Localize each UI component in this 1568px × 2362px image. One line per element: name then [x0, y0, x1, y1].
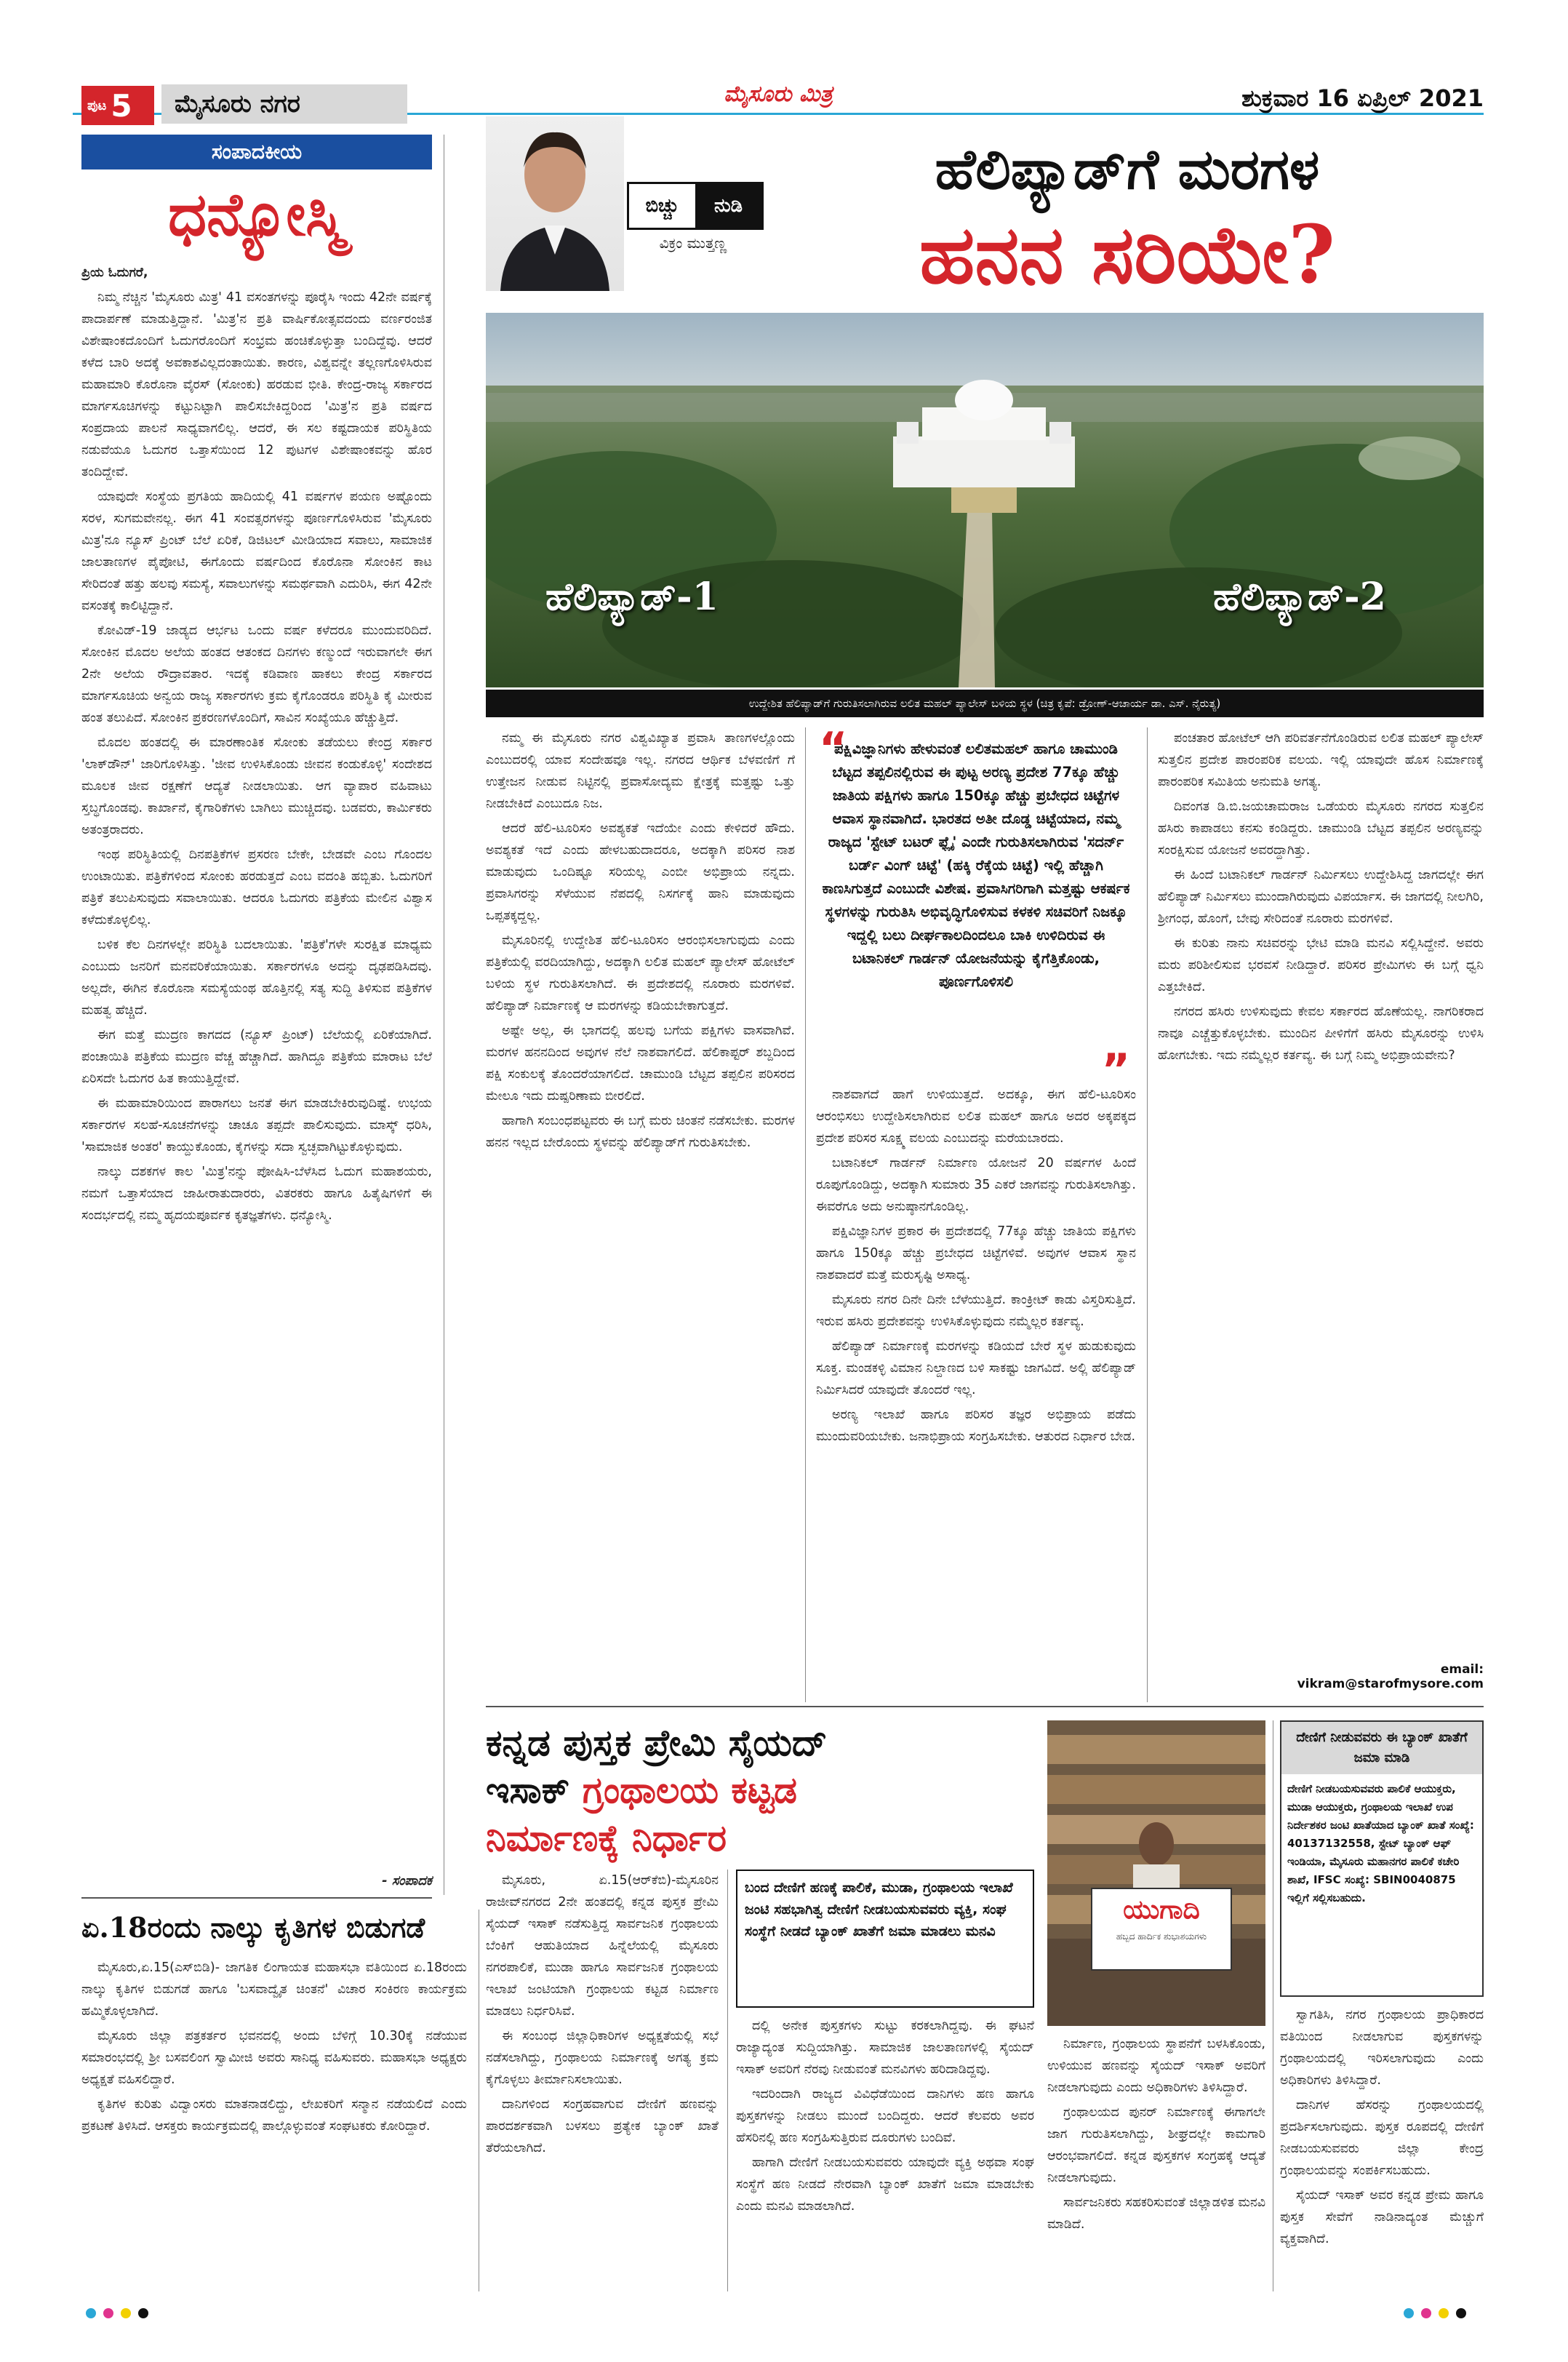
feature-paragraph: ಬಟಾನಿಕಲ್ ಗಾರ್ಡನ್ ನಿರ್ಮಾಣ ಯೋಜನೆ 20 ವರ್ಷಗಳ ಹಿಂದೆ ರೂಪುಗೊಂಡಿದ್ದು, ಅದಕ್ಕಾಗಿ ಸುಮಾರು 35 ಎಕರೆ ಜಾಗವನ್ನು ಗುರುತಿಸಲಾಗಿತ್ತು. ಈವರೆಗೂ ಅದು ಅನುಷ್ಠಾನಗೊಂಡಿಲ್ಲ. [816, 1156, 1136, 1214]
email-label: email: [1440, 1662, 1484, 1677]
yellow-dot [1439, 2308, 1449, 2318]
feature-paragraph: ಈ ಹಿಂದೆ ಬಟಾನಿಕಲ್ ಗಾರ್ಡನ್ ನಿರ್ಮಿಸಲು ಉದ್ದೇಶಿಸಿದ್ದ ಜಾಗದಲ್ಲೇ ಈಗ ಹೆಲಿಪ್ಯಾಡ್ ನಿರ್ಮಿಸಲು ಮುಂದಾಗಿರುವುದು ವಿಪರ್ಯಾಸ. ಈ ಜಾಗದಲ್ಲಿ ನೀಲಗಿರಿ, ಶ್ರೀಗಂಧ, ಹೊಂಗೆ, ಬೇವು ಸೇರಿದಂತೆ ನೂರಾರು ಮರಗಳಿವೆ. [1158, 868, 1484, 926]
library-subhead: ಬಂದ ದೇಣಿಗೆ ಹಣಕ್ಕೆ ಪಾಲಿಕೆ, ಮುಡಾ, ಗ್ರಂಥಾಲಯ ಇಲಾಖೆ ಜಂಟಿ ಸಹಭಾಗಿತ್ವ ದೇಣಿಗೆ ನೀಡಬಯಸುವವರು ವ್ಯಕ್ತಿ, ಸಂಘ ಸಂಸ್ಥೆಗೆ ನೀಡದೆ ಬ್ಯಾಂಕ್ ಖಾತೆಗೆ ಜಮಾ ಮಾಡಲು ಮನವಿ [745, 1880, 1013, 1939]
section-label: ಮೈಸೂರು ನಗರ [175, 89, 300, 119]
feature-paragraph: ಹಾಗಾಗಿ ಸಂಬಂಧಪಟ್ಟವರು ಈ ಬಗ್ಗೆ ಮರು ಚಿಂತನೆ ನಡೆಸಬೇಕು. ಮರಗಳ ಹನನ ಇಲ್ಲದ ಬೇರೊಂದು ಸ್ಥಳವನ್ನು ಹೆಲಿಪ್ಯಾಡ್‌ಗೆ ಗುರುತಿಸಬೇಕು. [486, 1114, 795, 1150]
yellow-dot [121, 2308, 131, 2318]
editorial-body [81, 262, 432, 1870]
yugadi-sign-title: ಯುಗಾದಿ [1123, 1895, 1200, 1925]
section-name [161, 84, 407, 124]
masthead-logo [698, 81, 858, 118]
magenta-dot [103, 2308, 113, 2318]
column-divider [727, 1870, 728, 2291]
editorial-label-bar [81, 135, 432, 169]
library-column-2 [736, 2015, 1034, 2291]
feature-paragraph: ನಮ್ಮ ಈ ಮೈಸೂರು ನಗರ ವಿಶ್ವವಿಖ್ಯಾತ ಪ್ರವಾಸಿ ತಾಣಗಳಲ್ಲೊಂದು ಎಂಬುದರಲ್ಲಿ ಯಾವ ಸಂದೇಹವೂ ಇಲ್ಲ. ನಗರದ ಆರ್ಥಿಕ ಬೆಳವಣಿಗೆ ಗೆ ಉತ್ತೇಜನ ನೀಡುವ ನಿಟ್ಟಿನಲ್ಲಿ ಪ್ರವಾಸೋದ್ಯಮ ಕ್ಷೇತ್ರಕ್ಕೆ ಮತ್ತಷ್ಟು ಒತ್ತು ನೀಡಬೇಕಿದೆ ಎಂಬುದೂ ನಿಜ. [486, 731, 795, 811]
library-paragraph: ಸಾರ್ವಜನಿಕರು ಸಹಕರಿಸುವಂತೆ ಜಿಲ್ಲಾಡಳಿತ ಮನವಿ ಮಾಡಿದೆ. [1047, 2195, 1265, 2232]
yugadi-sign-subtitle: ಹಬ್ಬದ ಹಾರ್ದಿಕ ಶುಭಾಶಯಗಳು [1116, 1931, 1207, 1942]
feature-paragraph: ದಿವಂಗತ ಡಿ.ಬಿ.ಜಯಚಾಮರಾಜ ಒಡೆಯರು ಮೈಸೂರು ನಗರದ ಸುತ್ತಲಿನ ಹಸಿರು ಕಾಪಾಡಲು ಕನಸು ಕಂಡಿದ್ದರು. ಚಾಮುಂಡಿ ಬೆಟ್ಟದ ತಪ್ಪಲಿನ ಅರಣ್ಯವನ್ನು ಸಂರಕ್ಷಿಸುವ ಯೋಜನೆ ಅವರದ್ದಾಗಿತ್ತು. [1158, 799, 1484, 858]
editorial-paragraph: ಯಾವುದೇ ಸಂಸ್ಥೆಯ ಪ್ರಗತಿಯ ಹಾದಿಯಲ್ಲಿ 41 ವರ್ಷಗಳ ಪಯಣ ಅಷ್ಟೊಂದು ಸರಳ, ಸುಗಮವೇನಲ್ಲ. ಈಗ 41 ಸಂವತ್ಸರಗಳನ್ನು ಪೂರ್ಣಗೊಳಿಸಿರುವ 'ಮೈಸೂರು ಮಿತ್ರ'ನೂ ನ್ಯೂಸ್ ಪ್ರಿಂಟ್ ಬೆಲೆ ಏರಿಕೆ, ಡಿಜಿಟಲ್ ಮೀಡಿಯಾದ ಸವಾಲು, ಸಾಮಾಜಿಕ ಜಾಲತಾಣಗಳ ಪೈಪೋಟಿ, ಈಗೊಂದು ವರ್ಷದಿಂದ ಕೊರೊನಾ ಸೋಂಕಿನ ಕಾಟ ಸೇರಿದಂತೆ ಹತ್ತು ಹಲವು ಸಮಸ್ಯೆ, ಸವಾಲುಗಳನ್ನು ಸಮರ್ಥವಾಗಿ ಎದುರಿಸಿ, ಈಗ 42ನೇ ವಸಂತಕ್ಕೆ ಕಾಲಿಟ್ಟಿದ್ದಾನೆ. [81, 490, 432, 613]
feature-paragraph: ಆದರೆ ಹೆಲಿ-ಟೂರಿಸಂ ಅವಶ್ಯಕತೆ ಇದೆಯೇ ಎಂದು ಕೇಳಿದರೆ ಹೌದು. ಅವಶ್ಯಕತೆ ಇದೆ ಎಂದು ಹೇಳಬಹುದಾದರೂ, ಅದಕ್ಕಾಗಿ ಪರಿಸರ ನಾಶ ಮಾಡುವುದು ಒಂದಿಷ್ಟೂ ಸರಿಯಲ್ಲ ಎಂಬೀ ಅಭಿಪ್ರಾಯ ನನ್ನದು. ಪ್ರವಾಸಿಗರನ್ನು ಸೆಳೆಯುವ ನೆಪದಲ್ಲಿ ನಿಸರ್ಗಕ್ಕೆ ಹಾನಿ ಮಾಡುವುದು ಒಪ್ಪತಕ್ಕದ್ದಲ್ಲ. [486, 821, 795, 923]
pullquote-open-mark: “ [819, 723, 848, 774]
library-paragraph: ನಿರ್ಮಾಣ, ಗ್ರಂಥಾಲಯ ಸ್ಥಾಪನೆಗೆ ಬಳಸಿಕೊಂಡು, ಉಳಿಯುವ ಹಣವನ್ನು ಸೈಯದ್ ಇಸಾಕ್ ಅವರಿಗೆ ನೀಡಲಾಗುವುದು ಎಂದು ಅಧಿಕಾರಿಗಳು ತಿಳಿಸಿದ್ದಾರೆ. [1047, 2037, 1265, 2095]
feature-paragraph: ಪಂಚತಾರ ಹೋಟೆಲ್ ಆಗಿ ಪರಿವರ್ತನೆಗೊಂಡಿರುವ ಲಲಿತ ಮಹಲ್ ಪ್ಯಾಲೇಸ್ ಸುತ್ತಲಿನ ಪ್ರದೇಶ ಪಾರಂಪರಿಕ ವಲಯ. ಇಲ್ಲಿ ಯಾವುದೇ ಹೊಸ ನಿರ್ಮಾಣಕ್ಕೆ ಪಾರಂಪರಿಕ ಸಮಿತಿಯ ಅನುಮತಿ ಅಗತ್ಯ. [1158, 731, 1484, 789]
photo-label-left: ಹೆಲಿಪ್ಯಾಡ್-1 [545, 575, 719, 619]
feature-paragraph: ಅಷ್ಟೇ ಅಲ್ಲ, ಈ ಭಾಗದಲ್ಲಿ ಹಲವು ಬಗೆಯ ಪಕ್ಷಿಗಳು ವಾಸವಾಗಿವೆ. ಮರಗಳ ಹನನದಿಂದ ಅವುಗಳ ನೆಲೆ ನಾಶವಾಗಲಿದೆ. ಹೆಲಿಕಾಪ್ಟರ್ ಶಬ್ದದಿಂದ ಪಕ್ಷಿ ಸಂಕುಲಕ್ಕೆ ತೊಂದರೆಯಾಗಲಿದೆ. ಚಾಮುಂಡಿ ಬೆಟ್ಟದ ತಪ್ಪಲಿನ ಪರಿಸರದ ಮೇಲೂ ಇದು ದುಷ್ಪರಿಣಾಮ ಬೀರಲಿದೆ. [486, 1024, 795, 1104]
feature-paragraph: ಮೈಸೂರಿನಲ್ಲಿ ಉದ್ದೇಶಿತ ಹೆಲಿ-ಟೂರಿಸಂ ಆರಂಭಿಸಲಾಗುವುದು ಎಂದು ಪತ್ರಿಕೆಯಲ್ಲಿ ವರದಿಯಾಗಿದ್ದು, ಅದಕ್ಕಾಗಿ ಲಲಿತ ಮಹಲ್ ಪ್ಯಾಲೇಸ್ ಹೋಟೆಲ್ ಬಳಿಯ ಸ್ಥಳ ಗುರುತಿಸಲಾಗಿದೆ. ಈ ಪ್ರದೇಶದಲ್ಲಿ ನೂರಾರು ಮರಗಳಿವೆ. ಹೆಲಿಪ್ಯಾಡ್ ನಿರ್ಮಾಣಕ್ಕೆ ಆ ಮರಗಳನ್ನು ಕಡಿಯಬೇಕಾಗುತ್ತದೆ. [486, 933, 795, 1013]
editorial-paragraph: ಬಳಿಕ ಕೆಲ ದಿನಗಳಲ್ಲೇ ಪರಿಸ್ಥಿತಿ ಬದಲಾಯಿತು. 'ಪತ್ರಿಕೆ'ಗಳೇ ಸುರಕ್ಷಿತ ಮಾಧ್ಯಮ ಎಂಬುದು ಜನರಿಗೆ ಮನವರಿಕೆಯಾಯಿತು. ಸರ್ಕಾರಗಳೂ ಅದನ್ನು ದೃಢಪಡಿಸಿದವು. ಅಲ್ಲದೇ, ಈಗಿನ ಕೊರೊನಾ ಸಮಸ್ಯೆಯಂಥ ಹೊತ್ತಿನಲ್ಲಿ ಸತ್ಯ ಸುದ್ದಿ ತಿಳಿಸುವ ಪತ್ರಿಕೆಗಳ ಮಹತ್ವ ಹೆಚ್ಚಿದೆ. [81, 938, 432, 1018]
donation-box [1280, 1720, 1484, 1997]
library-headline-highlight: ಗ್ರಂಥಾಲಯ ಕಟ್ಟಡ [582, 1768, 798, 1811]
library-paragraph: ದಾನಿಗಳಿಂದ ಸಂಗ್ರಹವಾಗುವ ದೇಣಿಗೆ ಹಣವನ್ನು ಪಾರದರ್ಶಕವಾಗಿ ಬಳಸಲು ಪ್ರತ್ಯೇಕ ಬ್ಯಾಂಕ್ ಖಾತೆ ತೆರೆಯಲಾಗಿದೆ. [486, 2097, 719, 2155]
feature-column-1 [486, 727, 795, 1702]
registration-dots-left [86, 2307, 156, 2321]
editorial-paragraph: ನಿಮ್ಮ ನೆಚ್ಚಿನ 'ಮೈಸೂರು ಮಿತ್ರ' 41 ವಸಂತಗಳನ್ನು ಪೂರೈಸಿ ಇಂದು 42ನೇ ವರ್ಷಕ್ಕೆ ಪಾದಾರ್ಪಣೆ ಮಾಡುತ್ತಿದ್ದಾನೆ. 'ಮಿತ್ರ'ನ ಪ್ರತಿ ವಾರ್ಷಿಕೋತ್ಸವದಂದು ವರ್ಣರಂಜಿತ ವಿಶೇಷಾಂಕದೊಂದಿಗೆ ಓದುಗರೊಂದಿಗೆ ಸಂಭ್ರಮ ಹಂಚಿಕೊಳ್ಳುತ್ತಾ ಬಂದಿದ್ದೆವು. ಆದರೆ ಕಳೆದ ಬಾರಿ ಅದಕ್ಕೆ ಅವಕಾಶವಿಲ್ಲದಂತಾಯಿತು. ಕಾರಣ, ವಿಶ್ವವನ್ನೇ ತಲ್ಲಣಗೊಳಿಸಿರುವ ಮಹಾಮಾರಿ ಕೊರೊನಾ ವೈರಸ್ (ಸೋಂಕು) ಹರಡುವ ಭೀತಿ. ಕೇಂದ್ರ-ರಾಜ್ಯ ಸರ್ಕಾರದ ಮಾರ್ಗಸೂಚಿಗಳನ್ನು ಕಟ್ಟುನಿಟ್ಟಾಗಿ ಪಾಲಿಸಬೇಕಿದ್ದರಿಂದ 'ಮಿತ್ರ'ನ ಪ್ರತಿ ವರ್ಷದ ಸಂಪ್ರದಾಯ ಪಾಲನೆ ಸಾಧ್ಯವಾಗಲಿಲ್ಲ. ಆದರೆ, ಈ ಸಲ ಕಷ್ಟದಾಯಕ ಪರಿಸ್ಥಿತಿಯ ನಡುವೆಯೂ ಓದುಗರ ಒತ್ತಾಸೆಯಿಂದ 12 ಪುಟಗಳ ವಿಶೇಷಾಂಕವನ್ನು ಹೊರ ತಂದಿದ್ದೇವೆ. [81, 290, 432, 479]
feature-column-3 [1158, 727, 1484, 1659]
author-photo [486, 116, 624, 291]
feature-headline-line2: ಹನನ ಸರಿಯೇ? [919, 207, 1335, 301]
column-name-a: ಬಿಚ್ಚು [629, 184, 695, 228]
column-name-box [627, 182, 764, 230]
feature-paragraph: ಹೆಲಿಪ್ಯಾಡ್ ನಿರ್ಮಾಣಕ್ಕೆ ಮರಗಳನ್ನು ಕಡಿಯದೆ ಬೇರೆ ಸ್ಥಳ ಹುಡುಕುವುದು ಸೂಕ್ತ. ಮಂಡಕಳ್ಳಿ ವಿಮಾನ ನಿಲ್ದಾಣದ ಬಳಿ ಸಾಕಷ್ಟು ಜಾಗವಿದೆ. ಅಲ್ಲಿ ಹೆಲಿಪ್ಯಾಡ್ ನಿರ್ಮಿಸಿದರೆ ಯಾವುದೇ ತೊಂದರೆ ಇಲ್ಲ. [816, 1339, 1136, 1397]
books-release-headline: ಏ.18ರಂದು ನಾಲ್ಕು ಕೃತಿಗಳ ಬಿಡುಗಡೆ [81, 1911, 425, 1944]
author-email-block [1158, 1662, 1484, 1691]
library-headline-line1: ಕನ್ನಡ ಪುಸ್ತಕ ಪ್ರೇಮಿ ಸೈಯದ್ [486, 1721, 828, 1764]
photo-label-right: ಹೆಲಿಪ್ಯಾಡ್-2 [1213, 575, 1386, 619]
library-paragraph: ಹಾಗಾಗಿ ದೇಣಿಗೆ ನೀಡಬಯಸುವವರು ಯಾವುದೇ ವ್ಯಕ್ತಿ ಅಥವಾ ಸಂಘ ಸಂಸ್ಥೆಗೆ ಹಣ ನೀಡದೆ ನೇರವಾಗಿ ಬ್ಯಾಂಕ್ ಖಾತೆಗೆ ಜಮಾ ಮಾಡಬೇಕು ಎಂದು ಮನವಿ ಮಾಡಲಾಗಿದೆ. [736, 2155, 1034, 2214]
library-headline-name: ಇಸಾಕ್ [486, 1768, 583, 1811]
pullquote-text: ಪಕ್ಷಿವಿಜ್ಞಾನಿಗಳು ಹೇಳುವಂತೆ ಲಲಿತಮಹಲ್ ಹಾಗೂ ಚಾಮುಂಡಿ ಬೆಟ್ಟದ ತಪ್ಪಲಿನಲ್ಲಿರುವ ಈ ಪುಟ್ಟ ಅರಣ್ಯ ಪ್ರದೇಶ 77ಕ್ಕೂ ಹೆಚ್ಚು ಜಾತಿಯ ಪಕ್ಷಿಗಳು ಹಾಗೂ 150ಕ್ಕೂ ಹೆಚ್ಚು ಪ್ರಬೇಧದ ಚಿಟ್ಟೆಗಳ ಆವಾಸ ಸ್ಥಾನವಾಗಿದೆ. ಭಾರತದ ಅತೀ ದೊಡ್ಡ ಚಿಟ್ಟೆಯಾದ, ನಮ್ಮ ರಾಜ್ಯದ 'ಸ್ಟೇಟ್ ಬಟರ್ ಫ್ಲೈ' ಎಂದೇ ಗುರುತಿಸಲಾಗಿರುವ 'ಸದರ್ನ್ ಬರ್ಡ್ ವಿಂಗ್ ಚಿಟ್ಟೆ' (ಹಕ್ಕಿ ರೆಕ್ಕೆಯ ಚಿಟ್ಟೆ) ಇಲ್ಲಿ ಹೆಚ್ಚಾಗಿ ಕಾಣಸಿಗುತ್ತದೆ ಎಂಬುದೇ ವಿಶೇಷ. ಪ್ರವಾಸಿಗರಿಗಾಗಿ ಮತ್ತಷ್ಟು ಆಕರ್ಷಕ ಸ್ಥಳಗಳನ್ನು ಗುರುತಿಸಿ ಅಭಿವೃದ್ಧಿಗೊಳಿಸುವ ಕಳಕಳಿ ಸಚಿವರಿಗೆ ನಿಜಕ್ಕೂ ಇದ್ದಲ್ಲಿ ಬಲು ದೀರ್ಘಕಾಲದಿಂದಲೂ ಬಾಕಿ ಉಳಿದಿರುವ ಈ ಬಟಾನಿಕಲ್ ಗಾರ್ಡನ್ ಯೋಜನೆಯನ್ನು ಕೈಗೆತ್ತಿಕೊಂಡು, ಪೂರ್ಣಗೊಳಿಸಲಿ [822, 741, 1130, 990]
donation-heading: ದೇಣಿಗೆ ನೀಡುವವರು ಈ ಬ್ಯಾಂಕ್ ಖಾತೆಗೆ ಜಮಾ ಮಾಡಿ [1281, 1722, 1482, 1774]
feature-divider [805, 727, 806, 1702]
editorial-paragraph: ಕೋವಿಡ್-19 ಜಾಡ್ಯದ ಆರ್ಭಟ ಒಂದು ವರ್ಷ ಕಳೆದರೂ ಮುಂದುವರಿದಿದೆ. ಸೋಂಕಿನ ಮೊದಲ ಅಲೆಯ ಹಂತದ ಆತಂಕದ ದಿನಗಳು ಕಣ್ಮುಂದೆ ಇರುವಾಗಲೇ ಈಗ 2ನೇ ಅಲೆಯ ರೌದ್ರಾವತಾರ. ಇದಕ್ಕೆ ಕಡಿವಾಣ ಹಾಕಲು ಕೇಂದ್ರ ಸರ್ಕಾರದ ಮಾರ್ಗಸೂಚಿಯ ಅನ್ವಯ ರಾಜ್ಯ ಸರ್ಕಾರಗಳು ಕ್ರಮ ಕೈಗೊಂಡರೂ ಪರಿಸ್ಥಿತಿ ಕೈ ಮೀರುವ ಹಂತ ತಲುಪಿದೆ. ಸೋಂಕಿನ ಪ್ರಕರಣಗಳೊಂದಿಗೆ, ಸಾವಿನ ಸಂಖ್ಯೆಯೂ ಹೆಚ್ಚುತ್ತಿದೆ. [81, 623, 432, 725]
library-paragraph: ಇದರಿಂದಾಗಿ ರಾಜ್ಯದ ವಿವಿಧೆಡೆಯಿಂದ ದಾನಿಗಳು ಹಣ ಹಾಗೂ ಪುಸ್ತಕಗಳನ್ನು ನೀಡಲು ಮುಂದೆ ಬಂದಿದ್ದರು. ಆದರೆ ಕೆಲವರು ಅವರ ಹೆಸರಿನಲ್ಲಿ ಹಣ ಸಂಗ್ರಹಿಸುತ್ತಿರುವ ದೂರುಗಳು ಬಂದಿವೆ. [736, 2087, 1034, 2145]
editorial-paragraph: ನಾಲ್ಕು ದಶಕಗಳ ಕಾಲ 'ಮಿತ್ರ'ನನ್ನು ಪೋಷಿಸಿ-ಬೆಳೆಸಿದ ಓದುಗ ಮಹಾಶಯರು, ನಮಗೆ ಒತ್ತಾಸೆಯಾದ ಜಾಹೀರಾತುದಾರರು, ವಿತರಕರು ಹಾಗೂ ಹಿತೈಷಿಗಳಿಗೆ ಈ ಸಂದರ್ಭದಲ್ಲಿ ನಮ್ಮ ಹೃದಯಪೂರ್ವಕ ಕೃತಜ್ಞತೆಗಳು. ಧನ್ಯೋಸ್ಮಿ. [81, 1165, 432, 1223]
editorial-paragraph: ಮೊದಲ ಹಂತದಲ್ಲಿ ಈ ಮಾರಣಾಂತಿಕ ಸೋಂಕು ತಡೆಯಲು ಕೇಂದ್ರ ಸರ್ಕಾರ 'ಲಾಕ್‌ಡೌನ್' ಜಾರಿಗೊಳಿಸಿತ್ತು. 'ಜೀವ ಉಳಿಸಿಕೊಂಡು ಜೀವನ ಕಂಡುಕೊಳ್ಳಿ' ಸಂದೇಶದ ಮೂಲಕ ಜೀವ ರಕ್ಷಣೆಗೆ ಆದ್ಯತೆ ನೀಡಲಾಯಿತು. ಆಗ ವ್ಯಾಪಾರ ವಹಿವಾಟು ಸ್ತಬ್ಧಗೊಂಡವು. ಕಾರ್ಖಾನೆ, ಕೈಗಾರಿಕೆಗಳು ಬಾಗಿಲು ಮುಚ್ಚಿದವು. ಬಡವರು, ಕಾರ್ಮಿಕರು ಅತಂತ್ರರಾದರು. [81, 735, 432, 837]
feature-bottom-rule [486, 1706, 1484, 1707]
black-dot [138, 2308, 148, 2318]
feature-paragraph: ಪಕ್ಷಿವಿಜ್ಞಾನಿಗಳ ಪ್ರಕಾರ ಈ ಪ್ರದೇಶದಲ್ಲಿ 77ಕ್ಕೂ ಹೆಚ್ಚು ಜಾತಿಯ ಪಕ್ಷಿಗಳು ಹಾಗೂ 150ಕ್ಕೂ ಹೆಚ್ಚು ಪ್ರಬೇಧದ ಚಿಟ್ಟೆಗಳಿವೆ. ಅವುಗಳ ಆವಾಸ ಸ್ಥಾನ ನಾಶವಾದರೆ ಮತ್ತೆ ಮರುಸೃಷ್ಟಿ ಅಸಾಧ್ಯ. [816, 1224, 1136, 1282]
page-number-badge [81, 86, 154, 125]
books-release-paragraph: ಮೈಸೂರು,ಏ.15(ಎಸ್‌ಬಿಡಿ)- ಜಾಗತಿಕ ಲಿಂಗಾಯತ ಮಹಾಸಭಾ ವತಿಯಿಂದ ಏ.18ರಂದು ನಾಲ್ಕು ಕೃತಿಗಳ ಬಿಡುಗಡೆ ಹಾಗೂ 'ಬಸವಾದ್ವೈತ ಚಿಂತನೆ' ವಿಚಾರ ಸಂಕಿರಣ ಕಾರ್ಯಕ್ರಮ ಹಮ್ಮಿಕೊಳ್ಳಲಾಗಿದೆ. [81, 1960, 467, 2019]
feature-column-2 [816, 1084, 1136, 1702]
library-headline-line3: ನಿರ್ಮಾಣಕ್ಕೆ ನಿರ್ಧಾರ [486, 1816, 727, 1859]
library-paragraph: ಮೈಸೂರು, ಏ.15(ಆರ್‌ಕೆಬಿ)-ಮೈಸೂರಿನ ರಾಜೀವ್‌ನಗರದ 2ನೇ ಹಂತದಲ್ಲಿ ಕನ್ನಡ ಪುಸ್ತಕ ಪ್ರೇಮಿ ಸೈಯದ್ ಇಸಾಕ್ ನಡೆಸುತ್ತಿದ್ದ ಸಾರ್ವಜನಿಕ ಗ್ರಂಥಾಲಯ ಬೆಂಕಿಗೆ ಆಹುತಿಯಾದ ಹಿನ್ನೆಲೆಯಲ್ಲಿ ಮೈಸೂರು ನಗರಪಾಲಿಕೆ, ಮುಡಾ ಹಾಗೂ ಸಾರ್ವಜನಿಕ ಗ್ರಂಥಾಲಯ ಇಲಾಖೆ ಜಂಟಿಯಾಗಿ ಗ್ರಂಥಾಲಯ ಕಟ್ಟಡ ನಿರ್ಮಾಣ ಮಾಡಲು ನಿರ್ಧರಿಸಿವೆ. [486, 1873, 719, 2019]
page-tag: ಪುಟ [87, 97, 107, 113]
library-column-4 [1280, 2004, 1484, 2291]
books-release-paragraph: ಮೈಸೂರು ಜಿಲ್ಲಾ ಪತ್ರಕರ್ತರ ಭವನದಲ್ಲಿ ಅಂದು ಬೆಳಿಗ್ಗೆ 10.30ಕ್ಕೆ ನಡೆಯುವ ಸಮಾರಂಭದಲ್ಲಿ ಶ್ರೀ ಬಸವಲಿಂಗ ಸ್ವಾಮೀಜಿ ಅವರು ಸಾನಿಧ್ಯ ವಹಿಸುವರು. ಮಹಾಸಭಾ ಅಧ್ಯಕ್ಷರು ಅಧ್ಯಕ್ಷತೆ ವಹಿಸಲಿದ್ದಾರೆ. [81, 2029, 467, 2087]
cyan-dot [86, 2308, 96, 2318]
editorial-signoff: - ಸಂಪಾದಕ [382, 1873, 432, 1888]
magenta-dot [1421, 2308, 1431, 2318]
feature-divider [1147, 727, 1148, 1702]
library-paragraph: ದಾನಿಗಳ ಹೆಸರನ್ನು ಗ್ರಂಥಾಲಯದಲ್ಲಿ ಪ್ರದರ್ಶಿಸಲಾಗುವುದು. ಪುಸ್ತಕ ರೂಪದಲ್ಲಿ ದೇಣಿಗೆ ನೀಡಬಯಸುವವರು ಜಿಲ್ಲಾ ಕೇಂದ್ರ ಗ್ರಂಥಾಲಯವನ್ನು ಸಂಪರ್ಕಿಸಬಹುದು. [1280, 2098, 1484, 2178]
books-release-body [81, 1957, 467, 2291]
feature-paragraph: ಅರಣ್ಯ ಇಲಾಖೆ ಹಾಗೂ ಪರಿಸರ ತಜ್ಞರ ಅಭಿಪ್ರಾಯ ಪಡೆದು ಮುಂದುವರಿಯಬೇಕು. ಜನಾಭಿಪ್ರಾಯ ಸಂಗ್ರಹಿಸಬೇಕು. ಆತುರದ ನಿರ್ಧಾರ ಬೇಡ. [816, 1408, 1136, 1444]
library-column-3 [1047, 2033, 1265, 2291]
black-dot [1456, 2308, 1466, 2318]
books-release-paragraph: ಕೃತಿಗಳ ಕುರಿತು ವಿದ್ವಾಂಸರು ಮಾತನಾಡಲಿದ್ದು, ಲೇಖಕರಿಗೆ ಸನ್ಮಾನ ನಡೆಯಲಿದೆ ಎಂದು ಪ್ರಕಟಣೆ ತಿಳಿಸಿದೆ. ಆಸಕ್ತರು ಕಾರ್ಯಕ್ರಮದಲ್ಲಿ ಪಾಲ್ಗೊಳ್ಳುವಂತೆ ಸಂಘಟಕರು ಕೋರಿದ್ದಾರೆ. [81, 2097, 467, 2134]
photo-caption-bar [486, 690, 1484, 717]
cyan-dot [1404, 2308, 1414, 2318]
registration-dots-right [1404, 2307, 1473, 2321]
library-photo [1047, 1720, 1265, 2026]
photo-caption: ಉದ್ದೇಶಿತ ಹೆಲಿಪ್ಯಾಡ್‌ಗೆ ಗುರುತಿಸಲಾಗಿರುವ ಲಲಿತ ಮಹಲ್ ಪ್ಯಾಲೇಸ್ ಬಳಿಯ ಸ್ಥಳ (ಚಿತ್ರ ಕೃಪೆ: ಡ್ರೋಣ್-ಆಚಾರ್ಯ ಡಾ. ಎಸ್. ನೈರುತ್ಯ) [748, 697, 1221, 710]
library-column-1 [486, 1870, 719, 2291]
library-subhead-box [736, 1870, 1034, 2008]
library-paragraph: ಸೈಯದ್ ಇಸಾಕ್ ಅವರ ಕನ್ನಡ ಪ್ರೇಮ ಹಾಗೂ ಪುಸ್ತಕ ಸೇವೆಗೆ ನಾಡಿನಾದ್ಯಂತ ಮೆಚ್ಚುಗೆ ವ್ಯಕ್ತವಾಗಿದೆ. [1280, 2188, 1484, 2246]
library-paragraph: ದಲ್ಲಿ ಅನೇಕ ಪುಸ್ತಕಗಳು ಸುಟ್ಟು ಕರಕಲಾಗಿದ್ದವು. ಈ ಘಟನೆ ರಾಜ್ಯಾದ್ಯಂತ ಸುದ್ದಿಯಾಗಿತ್ತು. ಸಾಮಾಜಿಕ ಜಾಲತಾಣಗಳಲ್ಲಿ ಸೈಯದ್ ಇಸಾಕ್ ಅವರಿಗೆ ನೆರವು ನೀಡುವಂತೆ ಮನವಿಗಳು ಹರಿದಾಡಿದ್ದವು. [736, 2019, 1034, 2077]
library-headline-line2 [486, 1768, 1039, 1813]
feature-paragraph: ಈ ಕುರಿತು ನಾನು ಸಚಿವರನ್ನು ಭೇಟಿ ಮಾಡಿ ಮನವಿ ಸಲ್ಲಿಸಿದ್ದೇನೆ. ಅವರು ಮರು ಪರಿಶೀಲಿಸುವ ಭರವಸೆ ನೀಡಿದ್ದಾರೆ. ಪರಿಸರ ಪ್ರೇಮಿಗಳು ಈ ಬಗ್ಗೆ ಧ್ವನಿ ಎತ್ತಬೇಕಿದೆ. [1158, 936, 1484, 994]
author-name: ವಿಕ್ರಂ ಮುತ್ತಣ್ಣ [659, 234, 727, 252]
pullquote [816, 723, 1136, 1096]
editorial-paragraph: ಈಗ ಮತ್ತೆ ಮುದ್ರಣ ಕಾಗದದ (ನ್ಯೂಸ್ ಪ್ರಿಂಟ್) ಬೆಲೆಯಲ್ಲಿ ಏರಿಕೆಯಾಗಿದೆ. ಪಂಚಾಯಿತಿ ಪತ್ರಿಕೆಯ ಮುದ್ರಣ ವೆಚ್ಚ ಹೆಚ್ಚಾಗಿದೆ. ಹಾಗಿದ್ದೂ ಪತ್ರಿಕೆಯ ಮಾರಾಟ ಬೆಲೆ ಏರಿಸದೇ ಓದುಗರ ಹಿತ ಕಾಯುತ್ತಿದ್ದೇವೆ. [81, 1028, 432, 1086]
feature-paragraph: ನಗರದ ಹಸಿರು ಉಳಿಸುವುದು ಕೇವಲ ಸರ್ಕಾರದ ಹೊಣೆಯಲ್ಲ. ನಾಗರಿಕರಾದ ನಾವೂ ಎಚ್ಚೆತ್ತುಕೊಳ್ಳಬೇಕು. ಮುಂದಿನ ಪೀಳಿಗೆಗೆ ಹಸಿರು ಮೈಸೂರನ್ನು ಉಳಿಸಿ ಹೋಗಬೇಕು. ಇದು ನಮ್ಮೆಲ್ಲರ ಕರ್ತವ್ಯ. ಈ ಬಗ್ಗೆ ನಿಮ್ಮ ಅಭಿಪ್ರಾಯವೇನು? [1158, 1005, 1484, 1063]
library-paragraph: ಗ್ರಂಥಾಲಯದ ಪುನರ್ ನಿರ್ಮಾಣಕ್ಕೆ ಈಗಾಗಲೇ ಜಾಗ ಗುರುತಿಸಲಾಗಿದ್ದು, ಶೀಘ್ರದಲ್ಲೇ ಕಾಮಗಾರಿ ಆರಂಭವಾಗಲಿದೆ. ಕನ್ನಡ ಪುಸ್ತಕಗಳ ಸಂಗ್ರಹಕ್ಕೆ ಆದ್ಯತೆ ನೀಡಲಾಗುವುದು. [1047, 2105, 1265, 2185]
feature-paragraph: ನಾಶವಾಗದೆ ಹಾಗೆ ಉಳಿಯುತ್ತದೆ. ಅದಕ್ಕೂ, ಈಗ ಹೆಲಿ-ಟೂರಿಸಂ ಆರಂಭಿಸಲು ಉದ್ದೇಶಿಸಲಾಗಿರುವ ಲಲಿತ ಮಹಲ್ ಹಾಗೂ ಅದರ ಅಕ್ಕಪಕ್ಕದ ಪ್ರದೇಶ ಪರಿಸರ ಸೂಕ್ಷ್ಮ ವಲಯ ಎಂಬುದನ್ನು ಮರೆಯಬಾರದು. [816, 1088, 1136, 1146]
editorial-title: ಧನ್ಯೋಸ್ಮಿ [168, 180, 345, 250]
yugadi-sign [1091, 1888, 1232, 1971]
editorial-paragraph: ಇಂಥ ಪರಿಸ್ಥಿತಿಯಲ್ಲಿ ದಿನಪತ್ರಿಕೆಗಳ ಪ್ರಸರಣ ಬೇಕೇ, ಬೇಡವೇ ಎಂಬ ಗೊಂದಲ ಉಂಟಾಯಿತು. ಪತ್ರಿಕೆಗಳಿಂದ ಸೋಂಕು ಹರಡುತ್ತದೆ ಎಂಬ ವದಂತಿ ಹಬ್ಬಿತು. ಓದುಗರಿಗೆ ಪತ್ರಿಕೆ ತಲುಪಿಸುವುದು ಸವಾಲಾಯಿತು. ಆದರೂ ಓದುಗರು ಪತ್ರಿಕೆಯ ಮೇಲಿನ ವಿಶ್ವಾಸ ಕಳೆದುಕೊಳ್ಳಲಿಲ್ಲ. [81, 847, 432, 927]
aerial-photo [486, 313, 1484, 687]
page-number: 5 [111, 87, 132, 124]
editorial-salutation: ಪ್ರಿಯ ಓದುಗರೆ, [81, 266, 148, 280]
feature-headline-line1: ಹೆಲಿಪ್ಯಾಡ್‌ಗೆ ಮರಗಳ [935, 137, 1320, 202]
masthead-text: ಮೈಸೂರು ಮಿತ್ರ [724, 81, 833, 107]
feature-paragraph: ಮೈಸೂರು ನಗರ ದಿನೇ ದಿನೇ ಬೆಳೆಯುತ್ತಿದೆ. ಕಾಂಕ್ರೀಟ್ ಕಾಡು ವಿಸ್ತರಿಸುತ್ತಿದೆ. ಇರುವ ಹಸಿರು ಪ್ರದೇಶವನ್ನು ಉಳಿಸಿಕೊಳ್ಳುವುದು ನಮ್ಮೆಲ್ಲರ ಕರ್ತವ್ಯ. [816, 1293, 1136, 1329]
editorial-bottom-rule [81, 1897, 432, 1899]
pullquote-close-mark: ” [1101, 1045, 1130, 1096]
editorial-label: ಸಂಪಾದಕೀಯ [211, 140, 303, 164]
column-name-b: ನುಡಿ [695, 184, 761, 228]
library-paragraph: ಈ ಸಂಬಂಧ ಜಿಲ್ಲಾಧಿಕಾರಿಗಳ ಅಧ್ಯಕ್ಷತೆಯಲ್ಲಿ ಸಭೆ ನಡೆಸಲಾಗಿದ್ದು, ಗ್ರಂಥಾಲಯ ನಿರ್ಮಾಣಕ್ಕೆ ಅಗತ್ಯ ಕ್ರಮ ಕೈಗೊಳ್ಳಲು ತೀರ್ಮಾನಿಸಲಾಯಿತು. [486, 2029, 719, 2087]
email-address[interactable]: vikram@starofmysore.com [1297, 1677, 1484, 1691]
editorial-paragraph: ಈ ಮಹಾಮಾರಿಯಿಂದ ಪಾರಾಗಲು ಜನತೆ ಈಗ ಮಾಡಬೇಕಿರುವುದಿಷ್ಟೆ. ಉಭಯ ಸರ್ಕಾರಗಳ ಸಲಹೆ-ಸೂಚನೆಗಳನ್ನು ಚಾಚೂ ತಪ್ಪದೇ ಪಾಲಿಸುವುದು. ಮಾಸ್ಕ್ ಧರಿಸಿ, 'ಸಾಮಾಜಿಕ ಅಂತರ' ಕಾಯ್ದುಕೊಂಡು, ಕೈಗಳನ್ನು ಸದಾ ಸ್ವಚ್ಛವಾಗಿಟ್ಟುಕೊಳ್ಳುವುದು. [81, 1096, 432, 1154]
donation-body: ದೇಣಿಗೆ ನೀಡಬಯಸುವವರು ಪಾಲಿಕೆ ಆಯುಕ್ತರು, ಮುಡಾ ಆಯುಕ್ತರು, ಗ್ರಂಥಾಲಯ ಇಲಾಖೆ ಉಪ ನಿರ್ದೇಶಕರ ಜಂಟಿ ಖಾತೆಯಾದ ಬ್ಯಾಂಕ್ ಖಾತೆ ಸಂಖ್ಯೆ: 40137132558, ಸ್ಟೇಟ್ ಬ್ಯಾಂಕ್ ಆಫ್ ಇಂಡಿಯಾ, ಮೈಸೂರು ಮಹಾನಗರ ಪಾಲಿಕೆ ಕಚೇರಿ ಶಾಖೆ, IFSC ಸಂಖ್ಯೆ: SBIN0040875 ಇಲ್ಲಿಗೆ ಸಲ್ಲಿಸಬಹುದು. [1287, 1782, 1474, 1904]
issue-date: ಶುಕ್ರವಾರ 16 ಏಪ್ರಿಲ್ 2021 [1241, 84, 1484, 112]
library-paragraph: ಸ್ವಾಗತಿಸಿ, ನಗರ ಗ್ರಂಥಾಲಯ ಪ್ರಾಧಿಕಾರದ ವತಿಯಿಂದ ನೀಡಲಾಗುವ ಪುಸ್ತಕಗಳನ್ನು ಗ್ರಂಥಾಲಯದಲ್ಲಿ ಇರಿಸಲಾಗುವುದು ಎಂದು ಅಧಿಕಾರಿಗಳು ತಿಳಿಸಿದ್ದಾರೆ. [1280, 2008, 1484, 2088]
